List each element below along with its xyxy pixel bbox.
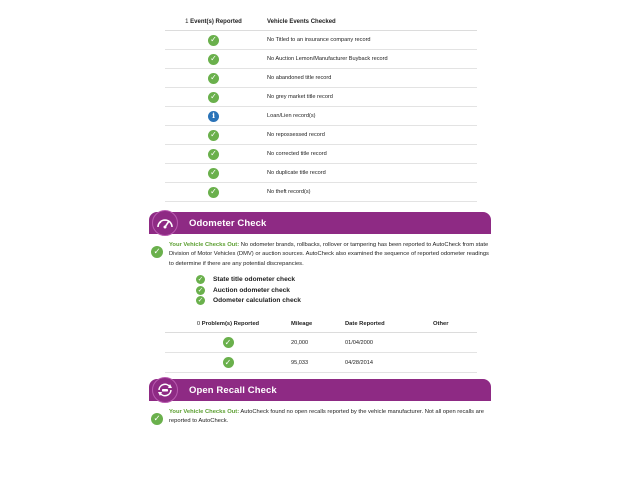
other-header: Other	[433, 321, 449, 327]
odometer-check-title: Odometer Check	[189, 217, 267, 229]
recall-body: AutoCheck found no open recalls reported by the vehicle manufacturer. Not all open recalls are reported to AutoCheck.	[169, 409, 485, 425]
checklist-item: ✓ Auction odometer check	[197, 285, 290, 294]
problems-count: 0	[196, 321, 201, 327]
table-row	[165, 50, 477, 69]
table-row	[165, 31, 477, 50]
event-text: No duplicate title record	[267, 170, 326, 176]
table-row	[165, 107, 477, 126]
check-circle-icon: ✓	[151, 246, 163, 258]
check-circle-icon: ✓	[223, 337, 234, 348]
mileage-cell: 95,033	[291, 359, 309, 366]
odometer-checklist	[196, 274, 396, 306]
check-circle-icon: ✓	[223, 357, 234, 368]
table-row	[165, 88, 477, 107]
date-cell: 01/04/2000	[345, 339, 373, 346]
odometer-lead: Your Vehicle Checks Out:	[169, 242, 240, 248]
check-circle-icon: ✓	[208, 35, 219, 46]
open-recall-banner	[149, 379, 491, 401]
check-circle-icon: ✓	[208, 73, 219, 84]
events-count-label: Event(s) Reported	[190, 19, 242, 25]
check-circle-icon: ✓	[208, 168, 219, 179]
checklist-item: ✓ Odometer calculation check	[197, 296, 301, 305]
odometer-table-header	[165, 316, 477, 333]
event-text: Loan/Lien record(s)	[267, 113, 316, 119]
table-row	[165, 126, 477, 145]
table-row	[165, 353, 477, 373]
table-row	[165, 69, 477, 88]
odometer-summary	[151, 241, 489, 269]
recall-summary	[151, 408, 489, 427]
recall-lead: Your Vehicle Checks Out:	[169, 409, 240, 415]
check-circle-icon: ✓	[208, 149, 219, 160]
date-cell: 04/28/2014	[345, 359, 373, 366]
checklist-item: ✓ State title odometer check	[197, 275, 296, 284]
vehicle-events-table	[165, 14, 477, 202]
check-circle-icon: ✓	[197, 285, 204, 294]
odometer-body: No odometer brands, rollbacks, rollover or tampering has been reported to AutoCheck from state Division of Motor Vehicles (DMV) or auction sources. AutoCheck also examined the sequence of reported odometer readings to determine if there are any potential discrepancies.	[169, 242, 489, 267]
event-text: No abandoned title record	[267, 75, 332, 81]
event-text: No Titled to an insurance company record	[267, 37, 371, 43]
info-circle-icon: i	[208, 111, 219, 122]
date-reported-header: Date Reported	[345, 321, 385, 327]
mileage-header: Mileage	[291, 321, 313, 327]
event-text: No Auction Lemon/Manufacturer Buyback record	[267, 56, 388, 62]
table-row	[165, 183, 477, 202]
table-row	[165, 333, 477, 353]
check-circle-icon: ✓	[208, 54, 219, 65]
speedometer-icon	[152, 210, 178, 236]
check-circle-icon: ✓	[197, 275, 204, 284]
problems-count-label: Problem(s) Reported	[201, 321, 260, 327]
event-text: No grey market title record	[267, 94, 333, 100]
table-row	[165, 164, 477, 183]
event-text: No repossessed record	[267, 132, 325, 138]
recall-icon	[152, 377, 178, 403]
odometer-check-banner	[149, 212, 491, 234]
check-circle-icon: ✓	[208, 187, 219, 198]
check-circle-icon: ✓	[151, 413, 163, 425]
mileage-cell: 20,000	[291, 339, 309, 346]
events-count: 1	[185, 19, 189, 25]
table-row	[165, 145, 477, 164]
open-recall-title: Open Recall Check	[189, 384, 277, 396]
event-text: No corrected title record	[267, 151, 327, 157]
event-text: No theft record(s)	[267, 189, 311, 195]
check-circle-icon: ✓	[208, 130, 219, 141]
events-checked-header: Vehicle Events Checked	[267, 19, 336, 25]
odometer-readings-table	[165, 316, 477, 373]
events-rows	[165, 31, 477, 202]
events-table-header	[165, 14, 477, 31]
check-circle-icon: ✓	[197, 296, 204, 305]
check-circle-icon: ✓	[208, 92, 219, 103]
